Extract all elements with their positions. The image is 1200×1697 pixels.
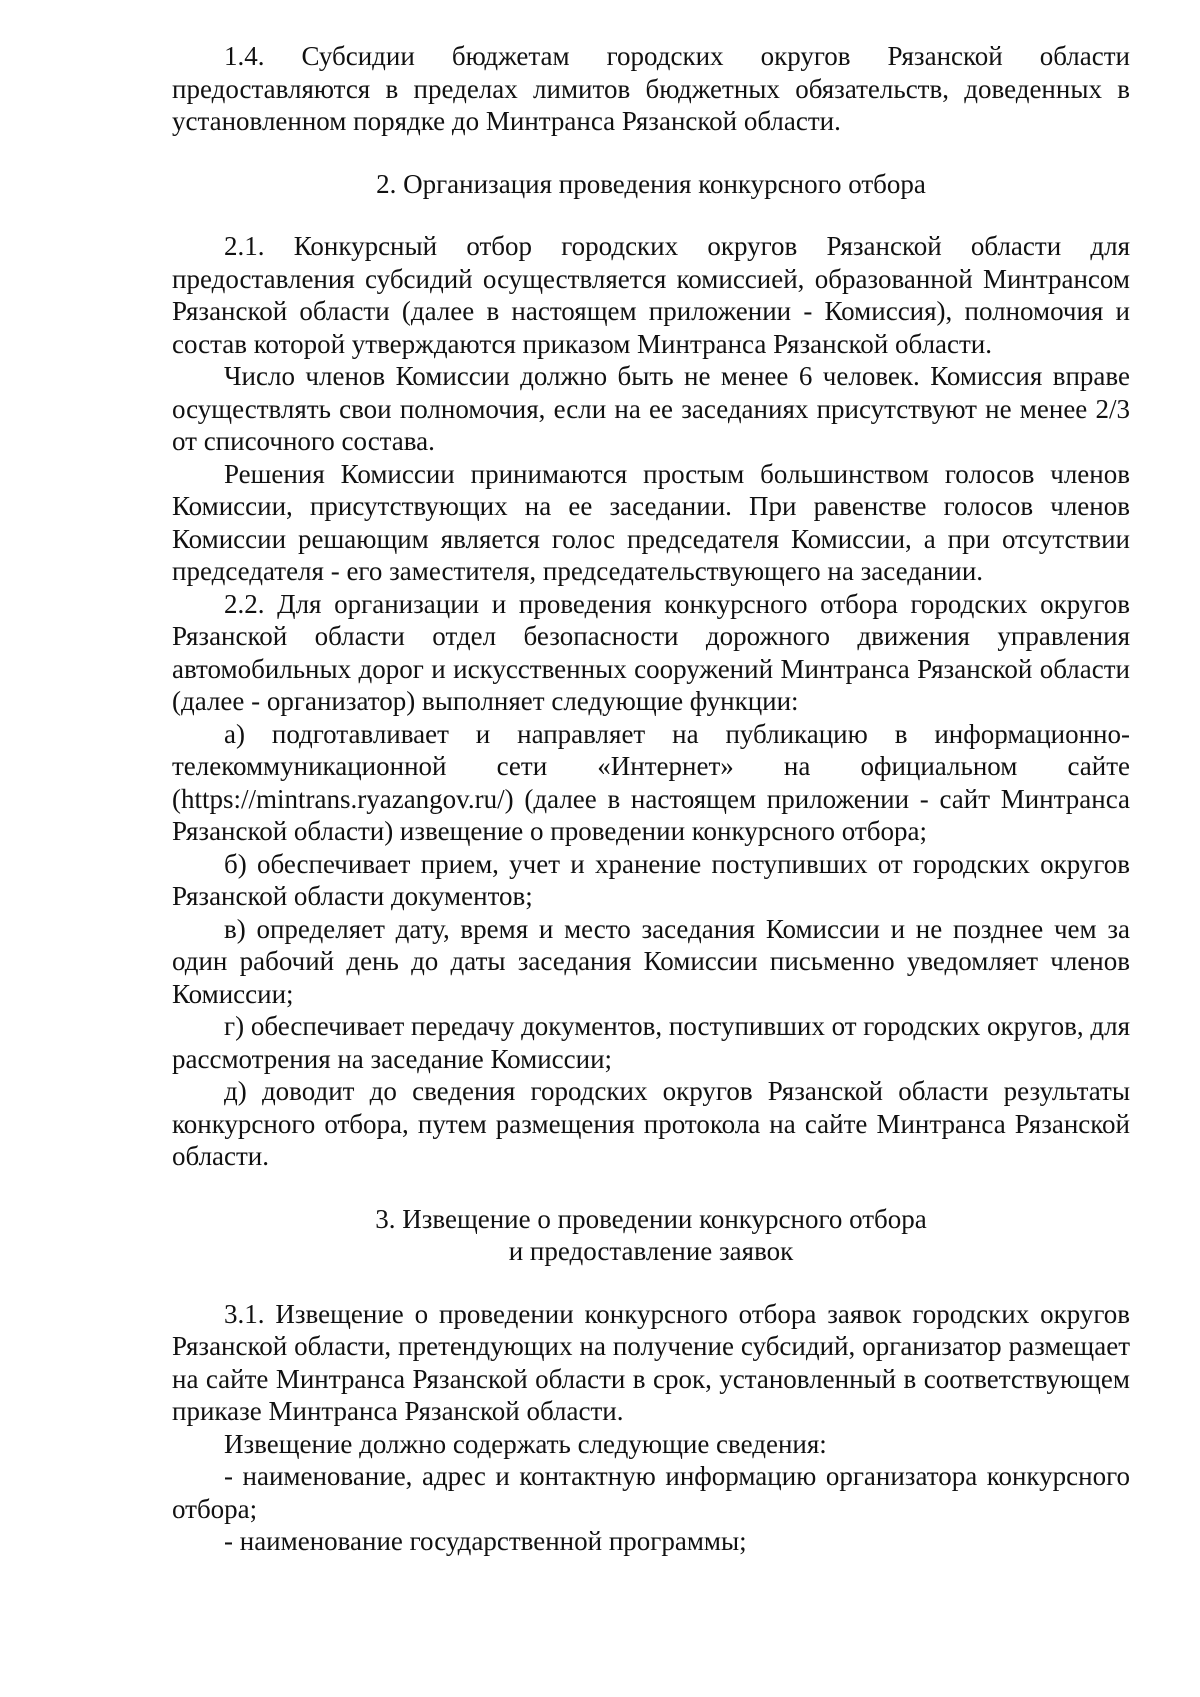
document-body bbox=[172, 40, 1130, 1558]
list-item-a: а) подготавливает и направляет на публикацию в информационно-телекоммуникационной сети «Интернет» на официальном сайте (https://mintrans.ryazangov.ru/) (далее в настоящем приложении - сайт Минтранса Рязанской области) извещение о проведении конкурсного отбора; bbox=[172, 718, 1130, 846]
paragraph-2-1-members: Число членов Комиссии должно быть не менее 6 человек. Комиссия вправе осуществлять свои полномочия, если на ее заседаниях присутствуют не менее 2/3 от списочного состава. bbox=[172, 361, 1130, 456]
section-3-heading-line-2: и предоставление заявок bbox=[508, 1236, 794, 1266]
section-2-heading: 2. Организация проведения конкурсного отбора bbox=[376, 168, 926, 199]
bullet-item-2: - наименование государственной программы; bbox=[224, 1526, 747, 1556]
spacer bbox=[172, 138, 1130, 168]
list-item-g: г) обеспечивает передачу документов, поступивших от городских округов, для рассмотрения на заседание Комиссии; bbox=[172, 1011, 1130, 1074]
list-item-v: в) определяет дату, время и место заседания Комиссии и не позднее чем за один рабочий день до даты заседания Комиссии письменно уведомляет членов Комиссии; bbox=[172, 913, 1130, 1009]
paragraph-2-1: 2.1. Конкурсный отбор городских округов Рязанской области для предоставления субсидий осуществляется комиссией, образованной Минтрансом Рязанской области (далее в настоящем приложении - Комиссия), полномочия и состав которой утверждаются приказом Минтранса Рязанской области. bbox=[172, 231, 1130, 359]
bullet-item-1: - наименование, адрес и контактную информацию организатора конкурсного отбора; bbox=[172, 1461, 1130, 1524]
spacer bbox=[172, 1268, 1130, 1298]
paragraph-3-1-info: Извещение должно содержать следующие сведения: bbox=[224, 1428, 827, 1459]
paragraph-3-1: 3.1. Извещение о проведении конкурсного отбора заявок городских округов Рязанской области, претендующих на получение субсидий, организатор размещает на сайте Минтранса Рязанской области в срок, установленный в соответствующем приказе Минтранса Рязанской области. bbox=[172, 1298, 1130, 1426]
spacer bbox=[172, 1173, 1130, 1203]
list-item-b: б) обеспечивает прием, учет и хранение поступивших от городских округов Рязанской области документов; bbox=[172, 848, 1130, 911]
section-3-heading bbox=[172, 1203, 1130, 1268]
spacer bbox=[172, 200, 1130, 230]
list-item-d: д) доводит до сведения городских округов Рязанской области результаты конкурсного отбора, путем размещения протокола на сайте Минтранса Рязанской области. bbox=[172, 1076, 1130, 1171]
section-3-heading-line-1: 3. Извещение о проведении конкурсного отбора bbox=[375, 1203, 927, 1234]
paragraph-2-1-decisions: Решения Комиссии принимаются простым большинством голосов членов Комиссии, присутствующих на ее заседании. При равенстве голосов членов Комиссии решающим является голос председателя Комиссии, а при отсутствии председателя - его заместителя, председательствующего на заседании. bbox=[172, 458, 1130, 586]
paragraph-1-4: 1.4. Субсидии бюджетам городских округов Рязанской области предоставляются в пределах лимитов бюджетных обязательств, доведенных в установленном порядке до Минтранса Рязанской области. bbox=[172, 41, 1130, 136]
paragraph-2-2: 2.2. Для организации и проведения конкурсного отбора городских округов Рязанской области отдел безопасности дорожного движения управления автомобильных дорог и искусственных сооружений Минтранса Рязанской области (далее - организатор) выполняет следующие функции: bbox=[172, 588, 1130, 716]
